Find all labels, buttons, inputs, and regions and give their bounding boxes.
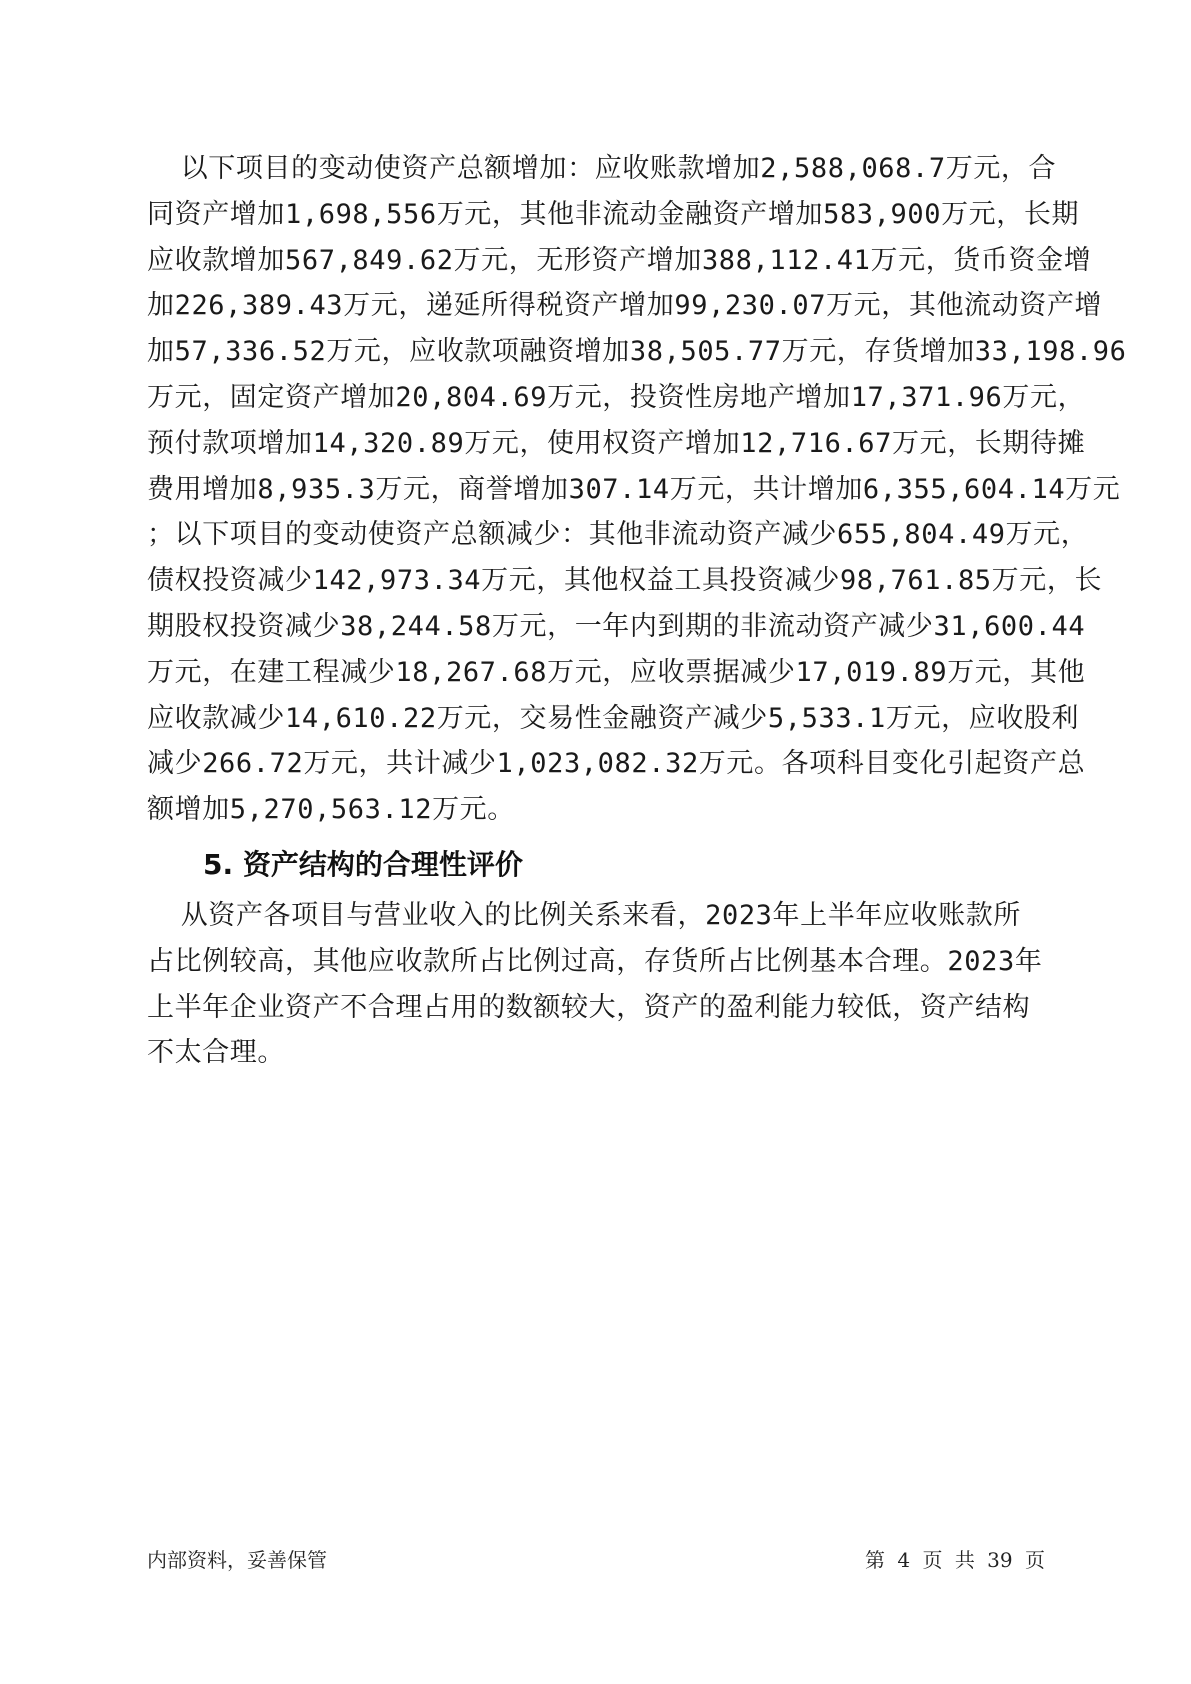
text-line: 期股权投资减少38,244.58万元，一年内到期的非流动资产减少31,600.44	[147, 610, 1086, 642]
page-content	[147, 146, 1127, 1076]
text-line: 同资产增加1,698,556万元，其他非流动金融资产增加583,900万元，长期	[147, 198, 1080, 230]
text-line: 从资产各项目与营业收入的比例关系来看，2023年上半年应收账款所	[147, 899, 1021, 931]
text-line: 费用增加8,935.3万元，商誉增加307.14万元，共计增加6,355,604.14万元	[147, 473, 1121, 505]
text-line: 不太合理。	[147, 1037, 285, 1069]
text-line: 以下项目的变动使资产总额增加：应收账款增加2,588,068.7万元，合	[147, 153, 1057, 184]
text-line: 万元，在建工程减少18,267.68万元，应收票据减少17,019.89万元，其他	[147, 656, 1086, 688]
text-line: ；以下项目的变动使资产总额减少：其他非流动资产减少655,804.49万元，	[147, 519, 1089, 551]
text-line: 加226,389.43万元，递延所得税资产增加99,230.07万元，其他流动资产增	[147, 290, 1103, 322]
text-line: 额增加5,270,563.12万元。	[147, 794, 515, 826]
text-line: 万元，固定资产增加20,804.69万元，投资性房地产增加17,371.96万元，	[147, 381, 1086, 413]
text-line: 债权投资减少142,973.34万元，其他权益工具投资减少98,761.85万元，长	[147, 565, 1103, 597]
paragraph-asset-structure	[147, 893, 1047, 1076]
text-line: 预付款项增加14,320.89万元，使用权资产增加12,716.67万元，长期待摊	[147, 427, 1086, 459]
section-heading: 5. 资产结构的合理性评价	[203, 847, 523, 881]
footer-page-number: 第 4 页 共 39 页	[865, 1548, 1045, 1572]
paragraph-asset-changes	[147, 146, 1127, 833]
text-line: 上半年企业资产不合理占用的数额较大，资产的盈利能力较低，资产结构	[147, 991, 1031, 1023]
text-line: 应收款增加567,849.62万元，无形资产增加388,112.41万元，货币资金增	[147, 244, 1092, 276]
text-line: 减少266.72万元，共计减少1,023,082.32万元。各项科目变化引起资产总	[147, 748, 1086, 780]
text-line: 应收款减少14,610.22万元，交易性金融资产减少5,533.1万元，应收股利	[147, 702, 1080, 734]
text-line: 加57,336.52万元，应收款项融资增加38,505.77万元，存货增加33,198.96	[147, 336, 1127, 368]
footer-confidential-note: 内部资料，妥善保管	[147, 1548, 327, 1572]
text-line: 占比例较高，其他应收款所占比例过高，存货所占比例基本合理。2023年	[147, 945, 1043, 977]
